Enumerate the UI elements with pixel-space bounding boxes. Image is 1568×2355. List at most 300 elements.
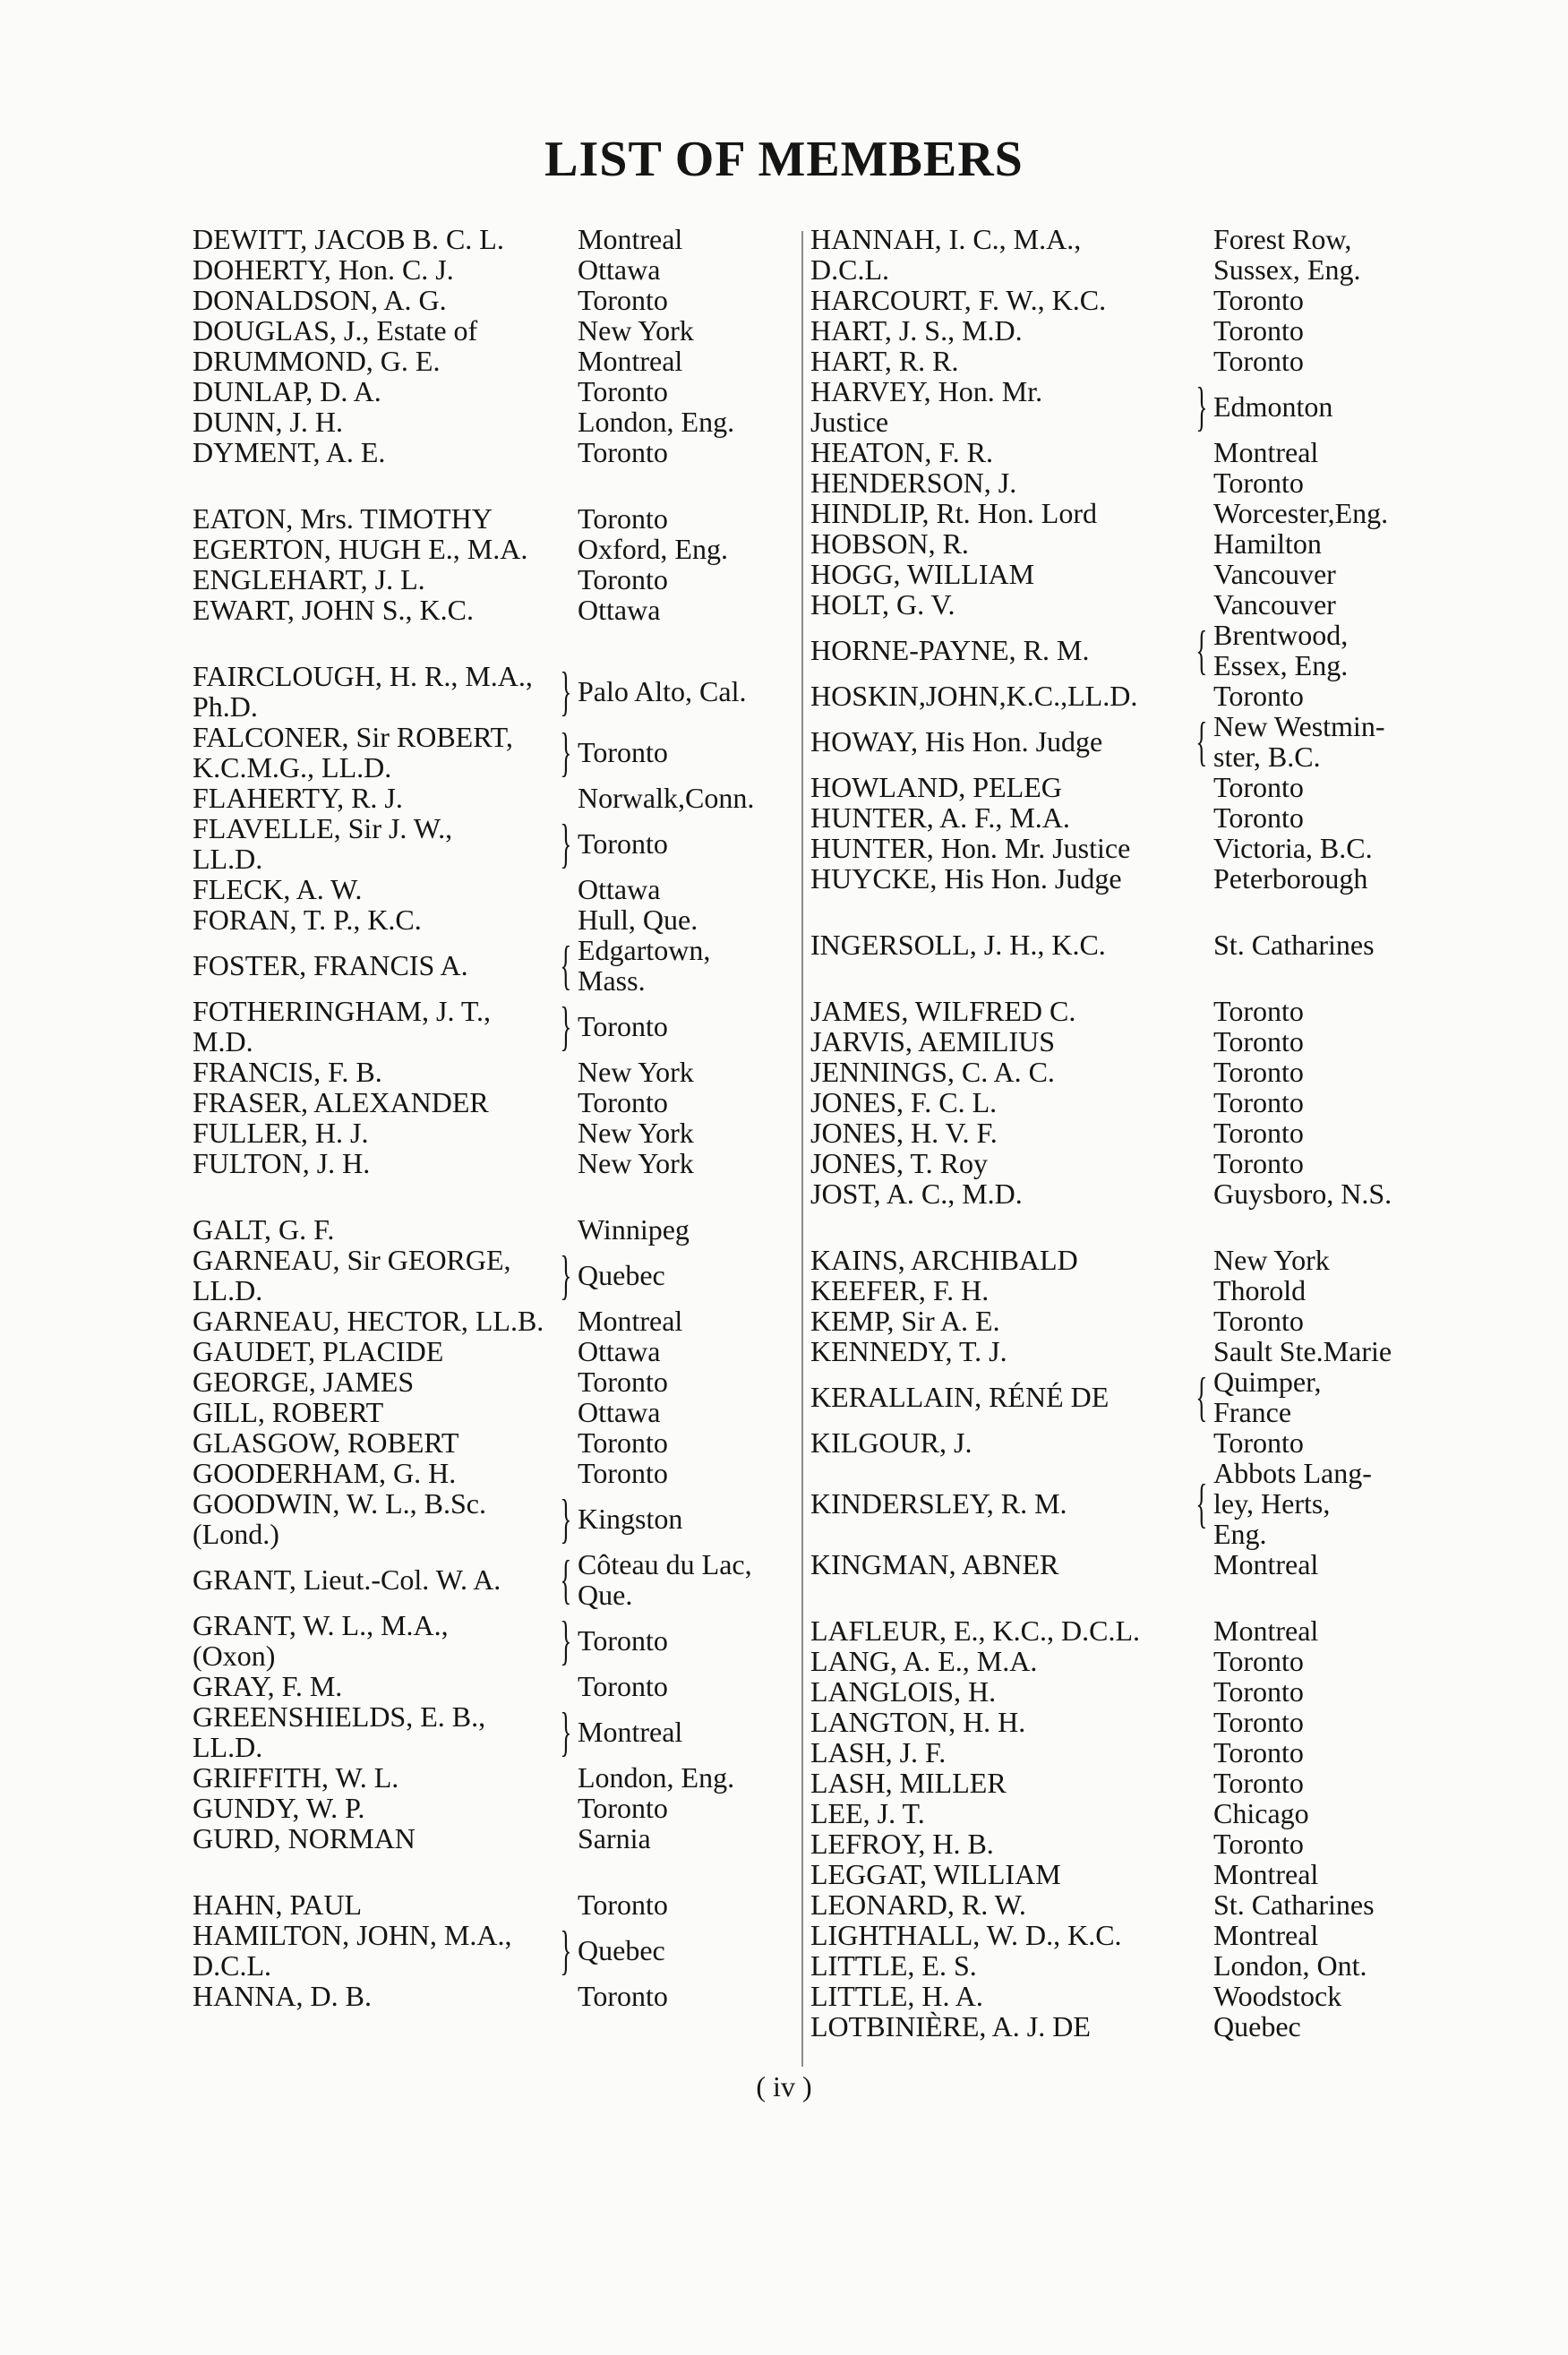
member-location: Sarnia — [578, 1822, 651, 1854]
member-entry — [193, 1671, 784, 1701]
section-gap — [193, 1178, 784, 1214]
member-location: Vancouver — [1213, 588, 1336, 621]
section-gap — [810, 1580, 1428, 1615]
member-location: Toronto — [1213, 1767, 1304, 1799]
member-entry — [193, 1245, 784, 1306]
member-name: GRIFFITH, W. L. — [193, 1761, 399, 1794]
member-name: FULTON, J. H. — [193, 1147, 371, 1179]
member-entry — [810, 1026, 1428, 1057]
brace-mark: } — [560, 1489, 572, 1548]
member-name: JARVIS, AEMILIUS — [810, 1025, 1056, 1058]
member-entry — [810, 346, 1428, 376]
member-location: Quebec — [578, 1934, 665, 1966]
member-entry — [810, 559, 1428, 589]
member-name: KINGMAN, ABNER — [810, 1548, 1059, 1580]
member-location: Toronto — [1213, 680, 1304, 712]
member-name: HART, R. R. — [810, 345, 959, 377]
member-name: GARNEAU, Sir GEORGE, LL.D. — [193, 1244, 511, 1306]
member-location: Toronto — [1213, 771, 1304, 803]
member-entry — [193, 1458, 784, 1488]
member-entry — [193, 783, 784, 813]
member-entry — [193, 534, 784, 564]
member-name: KEMP, Sir A. E. — [810, 1305, 1000, 1337]
member-name: FORAN, T. P., K.C. — [193, 903, 422, 936]
member-location: New York — [578, 1147, 694, 1179]
member-location: Toronto — [1213, 1675, 1304, 1708]
member-name: LEFROY, H. B. — [810, 1828, 994, 1860]
member-name: KAINS, ARCHIBALD — [810, 1244, 1078, 1276]
member-name: HUNTER, Hon. Mr. Justice — [810, 832, 1131, 864]
member-location: Vancouver — [1213, 558, 1336, 590]
member-location: Oxford, Eng. — [578, 533, 728, 565]
member-entry — [810, 1427, 1428, 1458]
brace-mark: } — [560, 1921, 572, 1980]
member-entry — [193, 904, 784, 935]
member-name: FALCONER, Sir ROBERT, K.C.M.G., LL.D. — [193, 721, 513, 784]
member-location: Toronto — [1213, 1305, 1304, 1337]
member-entry — [810, 1306, 1428, 1336]
member-location: New York — [578, 1117, 694, 1149]
member-entry — [193, 1427, 784, 1458]
member-name: GILL, ROBERT — [193, 1396, 384, 1428]
member-location: Hamilton — [1213, 527, 1322, 560]
member-entry — [810, 1737, 1428, 1768]
member-location: Montreal — [1213, 1858, 1319, 1890]
member-location: Toronto — [1213, 1025, 1304, 1058]
member-entry — [810, 1057, 1428, 1087]
brace-mark: { — [1195, 712, 1208, 771]
member-name: FULLER, H. J. — [193, 1117, 369, 1149]
column-divider — [801, 231, 803, 2067]
member-location: Ottawa — [578, 1335, 661, 1367]
page-title: LIST OF MEMBERS — [544, 132, 1024, 187]
member-entry — [193, 874, 784, 904]
right-column — [810, 224, 1428, 2042]
member-location: Toronto — [1213, 1426, 1304, 1459]
member-location: Edgartown, Mass. — [578, 934, 711, 997]
member-name: FOTHERINGHAM, J. T., M.D. — [193, 995, 492, 1058]
member-name: FRANCIS, F. B. — [193, 1056, 382, 1088]
member-location: Montreal — [578, 345, 683, 377]
member-entry — [810, 1768, 1428, 1798]
member-name: EATON, Mrs. TIMOTHY — [193, 502, 493, 535]
member-location: London, Eng. — [578, 406, 735, 438]
member-name: HOLT, G. V. — [810, 588, 955, 621]
member-name: HARVEY, Hon. Mr. Justice — [810, 375, 1043, 438]
member-location: Palo Alto, Cal. — [578, 675, 747, 707]
section-gap — [193, 467, 784, 503]
member-location: Quebec — [1213, 2010, 1301, 2042]
member-name: ENGLEHART, J. L. — [193, 563, 425, 595]
member-name: LASH, J. F. — [810, 1736, 947, 1768]
member-name: KILGOUR, J. — [810, 1426, 973, 1459]
member-location: Hull, Que. — [578, 903, 698, 936]
member-name: INGERSOLL, J. H., K.C. — [810, 929, 1106, 961]
member-entry — [810, 1889, 1428, 1920]
member-location: Montreal — [1213, 1614, 1319, 1647]
member-entry — [193, 1488, 784, 1549]
member-entry — [810, 1615, 1428, 1646]
member-location: Chicago — [1213, 1797, 1309, 1829]
member-location: Quimper, France — [1213, 1366, 1322, 1428]
member-location: St. Catharines — [1213, 1888, 1375, 1921]
member-entry — [810, 929, 1428, 960]
member-entry — [810, 1828, 1428, 1859]
member-entry — [193, 595, 784, 625]
member-entry — [193, 1366, 784, 1397]
member-name: DYMENT, A. E. — [193, 436, 386, 468]
member-location: Toronto — [1213, 801, 1304, 834]
member-name: KEEFER, F. H. — [810, 1274, 990, 1306]
member-entry — [810, 711, 1428, 772]
member-location: Montreal — [578, 1716, 683, 1748]
member-location: New York — [578, 314, 694, 347]
member-name: DUNLAP, D. A. — [193, 375, 381, 407]
member-location: Worcester,Eng. — [1213, 497, 1389, 529]
member-entry — [810, 376, 1428, 437]
member-location: Peterborough — [1213, 862, 1368, 895]
member-entry — [810, 1366, 1428, 1427]
member-name: DUNN, J. H. — [193, 406, 343, 438]
member-location: Toronto — [1213, 345, 1304, 377]
member-name: GRAY, F. M. — [193, 1670, 343, 1702]
member-location: Victoria, B.C. — [1213, 832, 1373, 864]
member-name: KINDERSLEY, R. M. — [810, 1487, 1067, 1520]
member-entry — [810, 1950, 1428, 1981]
member-name: DONALDSON, A. G. — [193, 284, 447, 316]
member-entry — [810, 1676, 1428, 1707]
brace-mark: } — [560, 1702, 572, 1761]
member-location: Toronto — [578, 1980, 668, 2012]
member-entry — [810, 833, 1428, 863]
member-name: LANGTON, H. H. — [810, 1706, 1026, 1738]
member-location: Toronto — [1213, 995, 1304, 1027]
member-name: HENDERSON, J. — [810, 467, 1017, 499]
brace-mark: { — [1195, 1367, 1208, 1426]
member-location: Sault Ste.Marie — [1213, 1335, 1392, 1367]
member-entry — [193, 376, 784, 407]
member-name: FRASER, ALEXANDER — [193, 1086, 489, 1118]
member-location: New Westmin- ster, B.C. — [1213, 710, 1385, 773]
member-entry — [810, 1178, 1428, 1209]
member-entry — [810, 1981, 1428, 2011]
member-location: Kingston — [578, 1503, 683, 1535]
member-name: EGERTON, HUGH E., M.A. — [193, 533, 528, 565]
left-column — [193, 224, 784, 2011]
member-entry — [810, 1336, 1428, 1366]
member-name: GOODWIN, W. L., B.Sc. (Lond.) — [193, 1487, 486, 1550]
brace-mark: { — [560, 936, 572, 995]
member-location: Toronto — [578, 284, 668, 316]
member-location: Toronto — [578, 1010, 668, 1042]
member-location: Abbots Lang- ley, Herts, Eng. — [1213, 1457, 1372, 1550]
member-entry — [810, 802, 1428, 833]
member-entry — [810, 1148, 1428, 1178]
member-entry — [193, 1549, 784, 1610]
member-entry — [193, 722, 784, 783]
member-name: JONES, T. Roy — [810, 1147, 988, 1179]
member-name: LITTLE, E. S. — [810, 1949, 977, 1982]
member-location: New York — [1213, 1244, 1330, 1276]
member-location: Brentwood, Essex, Eng. — [1213, 619, 1349, 681]
brace-mark: } — [560, 997, 572, 1056]
member-entry — [193, 407, 784, 437]
member-location: Toronto — [578, 736, 668, 768]
member-name: FLAHERTY, R. J. — [193, 782, 403, 814]
section-gap — [193, 1854, 784, 1889]
member-name: HOWAY, His Hon. Judge — [810, 725, 1103, 758]
member-name: HORNE-PAYNE, R. M. — [810, 634, 1090, 666]
member-name: HOWLAND, PELEG — [810, 771, 1062, 803]
member-entry — [810, 1920, 1428, 1950]
member-entry — [810, 1458, 1428, 1549]
member-entry — [810, 863, 1428, 894]
member-entry — [810, 2011, 1428, 2042]
member-entry — [193, 1920, 784, 1981]
member-location: Toronto — [578, 1086, 668, 1118]
member-name: GUNDY, W. P. — [193, 1792, 365, 1824]
member-name: LITTLE, H. A. — [810, 1980, 983, 2012]
member-name: GALT, G. F. — [193, 1213, 335, 1246]
member-name: GEORGE, JAMES — [193, 1366, 415, 1398]
member-name: GOODERHAM, G. H. — [193, 1457, 457, 1489]
member-name: LIGHTHALL, W. D., K.C. — [810, 1919, 1122, 1951]
member-location: Thorold — [1213, 1274, 1307, 1306]
member-location: Edmonton — [1213, 390, 1333, 423]
member-entry — [810, 772, 1428, 802]
member-location: Côteau du Lac, Que. — [578, 1548, 752, 1611]
member-name: HUYCKE, His Hon. Judge — [810, 862, 1122, 895]
member-location: Guysboro, N.S. — [1213, 1178, 1392, 1210]
member-name: HANNA, D. B. — [193, 1980, 372, 2012]
member-name: FLECK, A. W. — [193, 873, 363, 905]
member-entry — [193, 285, 784, 315]
member-entry — [193, 1701, 784, 1762]
member-name: GRANT, W. L., M.A., (Oxon) — [193, 1609, 449, 1672]
member-entry — [810, 224, 1428, 285]
member-name: JONES, H. V. F. — [810, 1117, 998, 1149]
member-name: FLAVELLE, Sir J. W., LL.D. — [193, 812, 453, 875]
member-location: Toronto — [1213, 1706, 1304, 1738]
brace-mark: { — [1195, 621, 1208, 680]
member-entry — [810, 1245, 1428, 1275]
member-name: FOSTER, FRANCIS A. — [193, 949, 468, 981]
section-gap — [193, 625, 784, 661]
member-name: GURD, NORMAN — [193, 1822, 416, 1854]
member-location: Woodstock — [1213, 1980, 1342, 2012]
page-number: ( iv ) — [756, 2070, 812, 2102]
member-entry — [810, 1646, 1428, 1676]
member-name: HART, J. S., M.D. — [810, 314, 1023, 347]
member-location: Toronto — [1213, 284, 1304, 316]
member-name: HAMILTON, JOHN, M.A., D.C.L. — [193, 1919, 512, 1982]
member-location: Ottawa — [578, 253, 661, 286]
member-name: HINDLIP, Rt. Hon. Lord — [810, 497, 1097, 529]
member-entry — [810, 681, 1428, 711]
member-entry — [193, 1981, 784, 2011]
member-name: LANGLOIS, H. — [810, 1675, 997, 1708]
member-location: Quebec — [578, 1259, 665, 1291]
member-entry — [810, 1275, 1428, 1306]
member-entry — [810, 528, 1428, 559]
member-entry — [193, 1057, 784, 1087]
member-name: JOST, A. C., M.D. — [810, 1178, 1023, 1210]
member-name: LASH, MILLER — [810, 1767, 1007, 1799]
member-name: LEONARD, R. W. — [810, 1888, 1026, 1921]
member-location: Toronto — [1213, 314, 1304, 347]
member-location: Ottawa — [578, 873, 661, 905]
member-name: FAIRCLOUGH, H. R., M.A., Ph.D. — [193, 660, 533, 723]
member-location: Toronto — [1213, 1056, 1304, 1088]
member-name: JONES, F. C. L. — [810, 1086, 998, 1118]
member-entry — [810, 589, 1428, 620]
member-location: Toronto — [1213, 1828, 1304, 1860]
brace-mark: } — [1195, 377, 1208, 436]
member-entry — [810, 437, 1428, 467]
member-name: DEWITT, JACOB B. C. L. — [193, 223, 504, 255]
member-location: St. Catharines — [1213, 929, 1375, 961]
member-entry — [193, 1793, 784, 1823]
member-entry — [193, 254, 784, 285]
member-location: Toronto — [1213, 1147, 1304, 1179]
member-name: HANNAH, I. C., M.A., D.C.L. — [810, 223, 1082, 286]
member-location: Norwalk,Conn. — [578, 782, 755, 814]
member-entry — [193, 346, 784, 376]
member-name: HUNTER, A. F., M.A. — [810, 801, 1070, 834]
member-entry — [193, 1336, 784, 1366]
member-location: London, Ont. — [1213, 1949, 1367, 1982]
member-entry — [193, 813, 784, 874]
member-entry — [193, 1118, 784, 1148]
brace-mark: } — [560, 723, 572, 782]
member-entry — [193, 935, 784, 996]
brace-mark: { — [1195, 1474, 1208, 1533]
member-name: DOHERTY, Hon. C. J. — [193, 253, 454, 286]
member-location: Montreal — [578, 1305, 683, 1337]
member-location: Toronto — [578, 1888, 668, 1921]
member-name: KENNEDY, T. J. — [810, 1335, 1007, 1367]
member-entry — [810, 1798, 1428, 1828]
member-location: Toronto — [578, 1457, 668, 1489]
member-location: Toronto — [578, 563, 668, 595]
member-location: Montreal — [1213, 1548, 1319, 1580]
member-location: Toronto — [578, 1792, 668, 1824]
member-location: Winnipeg — [578, 1213, 690, 1246]
member-location: Montreal — [1213, 1919, 1319, 1951]
member-entry — [193, 1889, 784, 1920]
member-location: Toronto — [578, 1624, 668, 1657]
member-location: Toronto — [578, 502, 668, 535]
member-name: GRANT, Lieut.-Col. W. A. — [193, 1563, 501, 1596]
brace-mark: } — [560, 662, 572, 721]
member-entry — [810, 620, 1428, 681]
member-location: London, Eng. — [578, 1761, 735, 1794]
member-name: EWART, JOHN S., K.C. — [193, 594, 474, 626]
member-entry — [193, 1148, 784, 1178]
member-entry — [193, 996, 784, 1057]
member-location: Toronto — [578, 436, 668, 468]
member-entry — [810, 285, 1428, 315]
member-entry — [193, 1087, 784, 1118]
member-name: KERALLAIN, RÉNÉ DE — [810, 1381, 1110, 1413]
member-name: GAUDET, PLACIDE — [193, 1335, 444, 1367]
member-name: GLASGOW, ROBERT — [193, 1426, 459, 1459]
member-name: JENNINGS, C. A. C. — [810, 1056, 1055, 1088]
member-name: GARNEAU, HECTOR, LL.B. — [193, 1305, 544, 1337]
member-location: Toronto — [1213, 1645, 1304, 1677]
member-name: LAFLEUR, E., K.C., D.C.L. — [810, 1614, 1140, 1647]
member-entry — [810, 1549, 1428, 1580]
member-entry — [810, 315, 1428, 346]
member-entry — [810, 467, 1428, 498]
member-name: HOBSON, R. — [810, 527, 969, 560]
member-entry — [193, 1762, 784, 1793]
brace-mark: } — [560, 1246, 572, 1305]
member-location: Toronto — [1213, 1736, 1304, 1768]
member-entry — [193, 503, 784, 534]
member-name: LEGGAT, WILLIAM — [810, 1858, 1061, 1890]
brace-mark: } — [560, 1611, 572, 1670]
member-entry — [810, 1087, 1428, 1118]
member-entry — [193, 437, 784, 467]
member-name: HOSKIN,JOHN,K.C.,LL.D. — [810, 680, 1138, 712]
member-name: DOUGLAS, J., Estate of — [193, 314, 478, 347]
member-location: Toronto — [578, 827, 668, 860]
member-location: Ottawa — [578, 594, 661, 626]
member-entry — [193, 1823, 784, 1854]
member-name: HOGG, WILLIAM — [810, 558, 1035, 590]
member-location: Toronto — [578, 1366, 668, 1398]
member-location: Toronto — [578, 375, 668, 407]
member-entry — [193, 1397, 784, 1427]
member-entry — [193, 1610, 784, 1671]
member-location: Montreal — [578, 223, 683, 255]
member-entry — [193, 564, 784, 595]
member-name: HARCOURT, F. W., K.C. — [810, 284, 1107, 316]
member-name: JAMES, WILFRED C. — [810, 995, 1076, 1027]
member-entry — [193, 315, 784, 346]
member-name: LEE, J. T. — [810, 1797, 925, 1829]
member-location: Toronto — [1213, 1117, 1304, 1149]
member-name: HAHN, PAUL — [193, 1888, 363, 1921]
member-entry — [193, 1306, 784, 1336]
member-location: Toronto — [578, 1426, 668, 1459]
member-location: Montreal — [1213, 436, 1319, 468]
member-entry — [810, 1118, 1428, 1148]
member-entry — [193, 1214, 784, 1245]
member-location: Toronto — [1213, 467, 1304, 499]
member-entry — [810, 996, 1428, 1026]
member-entry — [193, 661, 784, 722]
member-location: Toronto — [578, 1670, 668, 1702]
member-location: Ottawa — [578, 1396, 661, 1428]
member-entry — [810, 1859, 1428, 1889]
member-name: HEATON, F. R. — [810, 436, 993, 468]
member-entry — [810, 498, 1428, 528]
section-gap — [810, 894, 1428, 929]
member-location: New York — [578, 1056, 694, 1088]
member-location: Toronto — [1213, 1086, 1304, 1118]
brace-mark: } — [560, 814, 572, 873]
member-entry — [810, 1707, 1428, 1737]
member-name: GREENSHIELDS, E. B., LL.D. — [193, 1700, 486, 1763]
member-name: LANG, A. E., M.A. — [810, 1645, 1038, 1677]
member-name: LOTBINIÈRE, A. J. DE — [810, 2010, 1091, 2042]
member-entry — [193, 224, 784, 254]
section-gap — [810, 1209, 1428, 1245]
member-location: Forest Row, Sussex, Eng. — [1213, 223, 1361, 286]
section-gap — [810, 960, 1428, 996]
